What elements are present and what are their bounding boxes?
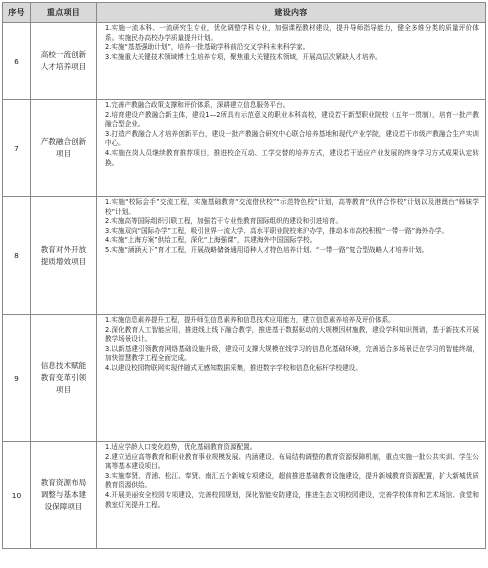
content-item: 3.实施奉贤、青浦、松江、奉贤、南汇五个新城专项建设，超前推进基础教育设施建设，提升新城教育资源配置，扩大新城优质教育资源供给。 (105, 471, 479, 490)
content-item: 2.建立适应高等教育和职业教育事业规模发展、内涵建设、布局结构调整的教育资源保障机制，重点实施一批公共实训、学生公寓等基本建设项目。 (105, 452, 479, 471)
row-content (97, 315, 486, 442)
row-content (97, 197, 486, 315)
content-item: 2.实施高等国际组织引联工程，加强若干专业性教育国际组织的建设和引进培育。 (105, 217, 343, 226)
content-item: 1.实施信息素养提升工程，提升师生信息素养和信息技术应用能力，建立信息素养培养及评价体系。 (105, 316, 395, 324)
header-row (3, 3, 486, 23)
content-item: 2.实施“基基强助计划”，培养一批基础学科前沿交叉学科未来科学家。 (105, 43, 310, 52)
table-row (3, 100, 486, 197)
row-number: 9 (3, 315, 31, 442)
content-item: 3.打造产教融合人才培养创新平台，建设一批产教融合研究中心联合培养基地和现代产业学院，建设若干市级产教融合生产实训中心。 (105, 129, 479, 148)
content-item: 4.实施在岗人员继续教育推荐项目，推进校企互动、工学交替的培养方式，建设若干适应产业发展的终身学习方式成果认定转换。 (105, 148, 479, 167)
row-content (97, 442, 486, 549)
row-project: 高校一流创新人才培养项目 (31, 23, 97, 100)
header-project: 重点项目 (31, 3, 97, 23)
table-row (3, 197, 486, 315)
row-content (97, 100, 486, 197)
table-row (3, 442, 486, 549)
project-table (2, 2, 486, 549)
row-project: 信息技术赋能教育变革引领项目 (31, 315, 97, 442)
table-row (3, 23, 486, 100)
row-number: 10 (3, 442, 31, 549)
content-item: 4.以建设校园物联网实现伴随式无感知数据采集，推进数字学校和信息化标杆学校建设。 (105, 363, 362, 372)
header-no: 序号 (3, 3, 31, 23)
content-item: 1.适应学龄人口变化趋势，优化基础教育资源配置。 (105, 443, 257, 451)
content-item: 3.实施双向“国际办学”工程，吸引世界一流大学、高水平职业院校来沪办学，推动本市高校积极“一带一路”海外办学。 (105, 226, 449, 235)
row-project: 产教融合创新项目 (31, 100, 97, 197)
content-item: 4.开展美丽安全校园专项建设，完善校园规划，深化智能安防建设，推进生态文明校园建设，完善学校体育和艺术场馆、食堂和教室灯光提升工程。 (105, 490, 479, 509)
content-item: 1.完善产教融合政策支撑和评价体系，深耕建立信息服务平台。 (105, 101, 290, 109)
content-item: 2.深化教育人工智能应用，推进线上线下融合教学，推进基于数据驱动的大规模因材施教，建设学科知识图谱，基于新技术开展教学场景设计。 (105, 325, 479, 344)
content-item: 3.实施重大关键技术领域博士生培养专项，聚焦重大关键技术领域，开展高层次紧缺人才培养。 (105, 52, 382, 61)
table-header (3, 3, 486, 23)
row-number: 7 (3, 100, 31, 197)
header-content: 建设内容 (97, 3, 486, 23)
content-item: 1.实施“校际会手”交流工程，实施基础教育“交流借伙校”“示范特色校”计划，高等教育“伙伴合作校”计划以及港澳台“姊妹学校”计划。 (105, 198, 479, 216)
table-body (3, 23, 486, 549)
content-item: 5.实施“涵涵天下”育才工程，开展战略储备通用语种人才特色培养计划、“一带一路”复合型战略人才培养计划。 (105, 245, 429, 254)
content-item: 3.以新基建引领教育网络基础设施升级，建设可支撑大规模在线学习的信息化基础环境，完善适合多场景泛在学习的智能终端，加快智慧教学工程全面完成。 (105, 344, 479, 363)
row-project: 教育资源布局调整与基本建设保障项目 (31, 442, 97, 549)
content-item: 4.实施“上海方案”供给工程，深化“上海强课”，共建海外中国国际学校。 (105, 236, 317, 245)
row-project: 教育对外开放提质增效项目 (31, 197, 97, 315)
row-number: 6 (3, 23, 31, 100)
content-item: 1.实施一流本科、一流研究生专业，优化调整学科专业，加强课程教材建设，提升导师指导能力，健全多维分类的质量评价体系。实施民办高校办学质量提升计划。 (105, 24, 479, 42)
row-number: 8 (3, 197, 31, 315)
table-row (3, 315, 486, 442)
row-content (97, 23, 486, 100)
content-item: 2.培育建设产教融合新主体，建设1—2所具有示范意义的职业本科高校，建设若干新型职业院校（五年一贯制），培育一批产教融合型企业。 (105, 110, 479, 129)
